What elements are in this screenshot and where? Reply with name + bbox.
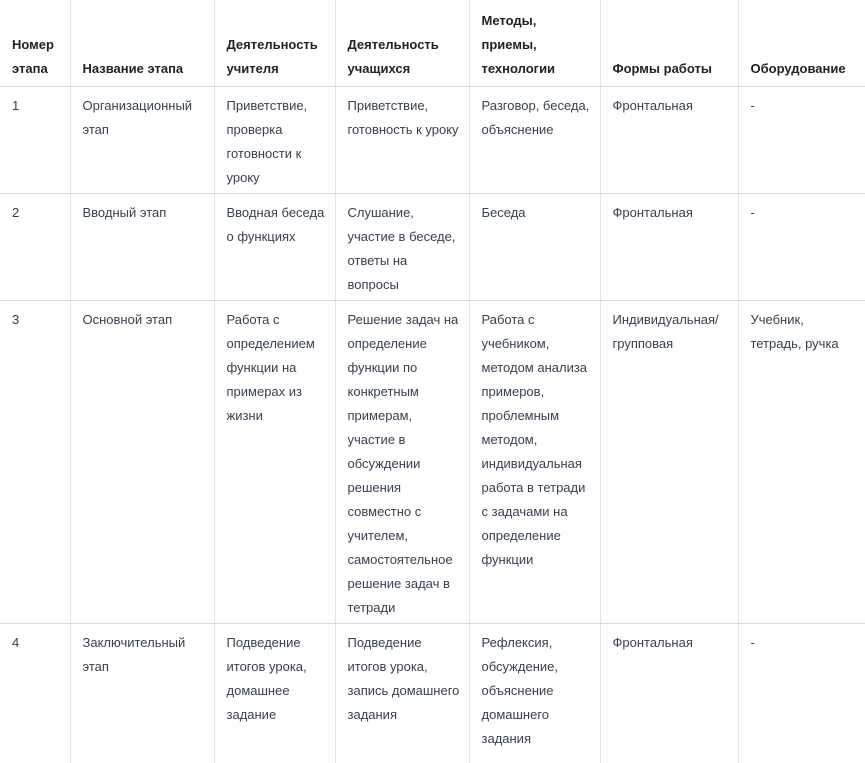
cell-work-forms: Индивидуальная/ групповая <box>600 300 738 623</box>
cell-teacher-activity: Подведение итогов урока, домашнее задание <box>214 623 335 763</box>
header-teacher-activity: Деятельность учителя <box>214 0 335 86</box>
cell-teacher-activity: Приветствие, проверка готовности к уроку <box>214 86 335 193</box>
cell-student-activity: Слушание, участие в беседе, ответы на вопросы <box>335 193 469 300</box>
cell-work-forms: Фронтальная <box>600 623 738 763</box>
cell-methods: Беседа <box>469 193 600 300</box>
cell-work-forms: Фронтальная <box>600 193 738 300</box>
cell-teacher-activity: Работа с определением функции на примерах из жизни <box>214 300 335 623</box>
cell-stage-name: Организационный этап <box>70 86 214 193</box>
table-row <box>0 193 865 300</box>
table-row <box>0 300 865 623</box>
table-row <box>0 86 865 193</box>
cell-equipment: - <box>738 86 865 193</box>
cell-equipment: Учебник, тетрадь, ручка <box>738 300 865 623</box>
header-work-forms: Формы работы <box>600 0 738 86</box>
cell-methods: Рефлексия, обсуждение, объяснение домашнего задания <box>469 623 600 763</box>
cell-stage-name: Вводный этап <box>70 193 214 300</box>
cell-methods: Работа с учебником, методом анализа примеров, проблемным методом, индивидуальная работа в тетради с задачами на определение функции <box>469 300 600 623</box>
cell-stage-number: 3 <box>0 300 70 623</box>
cell-stage-name: Основной этап <box>70 300 214 623</box>
cell-methods: Разговор, беседа, объяснение <box>469 86 600 193</box>
cell-equipment: - <box>738 623 865 763</box>
cell-student-activity: Подведение итогов урока, запись домашнего задания <box>335 623 469 763</box>
cell-work-forms: Фронтальная <box>600 86 738 193</box>
header-stage-name: Название этапа <box>70 0 214 86</box>
cell-equipment: - <box>738 193 865 300</box>
cell-stage-number: 2 <box>0 193 70 300</box>
cell-student-activity: Решение задач на определение функции по конкретным примерам, участие в обсуждении решения совместно с учителем, самостоятельное решение задач в тетради <box>335 300 469 623</box>
header-equipment: Оборудование <box>738 0 865 86</box>
cell-stage-number: 1 <box>0 86 70 193</box>
cell-teacher-activity: Вводная беседа о функциях <box>214 193 335 300</box>
header-stage-number: Номер этапа <box>0 0 70 86</box>
cell-stage-name: Заключительный этап <box>70 623 214 763</box>
table-header-row <box>0 0 865 86</box>
table-row <box>0 623 865 763</box>
cell-stage-number: 4 <box>0 623 70 763</box>
cell-student-activity: Приветствие, готовность к уроку <box>335 86 469 193</box>
header-methods: Методы, приемы, технологии <box>469 0 600 86</box>
header-student-activity: Деятельность учащихся <box>335 0 469 86</box>
